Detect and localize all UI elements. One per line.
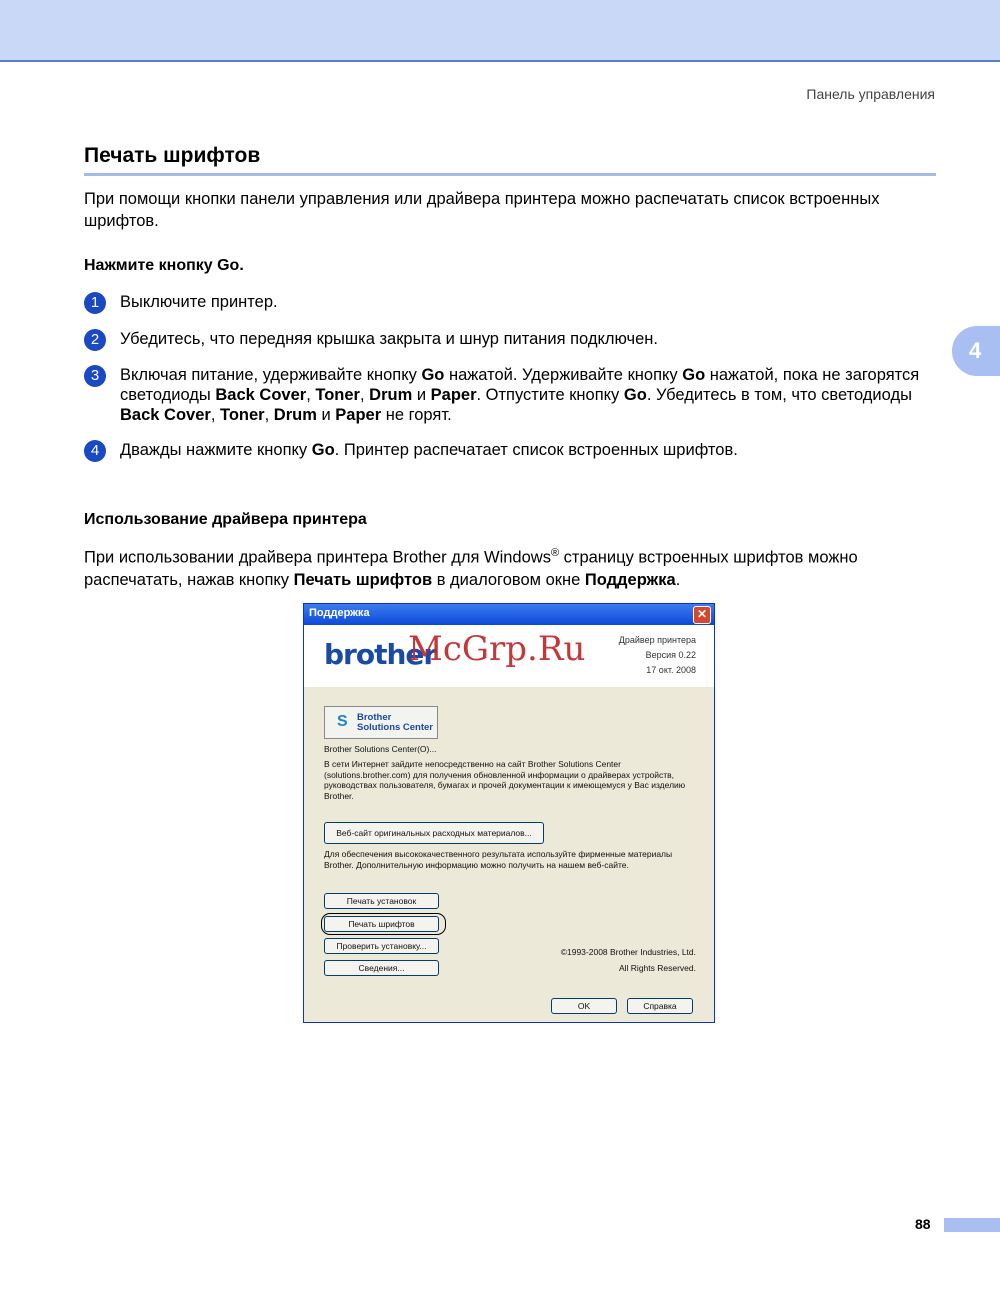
print-settings-button[interactable]: Печать установок [324, 893, 439, 909]
solutions-s-icon: S [337, 713, 348, 730]
step-number-badge: 4 [84, 440, 106, 462]
supplies-description: Для обеспечения высококачественного результата используйте фирменные материалы Brother. Дополнительную информацию можно получить на нашем веб-сайте. [324, 849, 673, 870]
support-dialog [303, 603, 715, 1023]
title-rule [84, 173, 936, 176]
brother-logo: brother [324, 638, 437, 671]
print-fonts-button[interactable]: Печать шрифтов [324, 916, 439, 932]
step-number-badge: 3 [84, 365, 106, 387]
help-button[interactable]: Справка [627, 998, 693, 1014]
step-number-badge: 2 [84, 329, 106, 351]
rights-line: All Rights Reserved. [618, 963, 696, 973]
driver-paragraph: При использовании драйвера принтера Brother для Windows® страницу встроенных шрифтов можно распечатать, нажав кнопку Печать шрифтов в диалоговом окне Поддержка. [84, 547, 858, 589]
about-button[interactable]: Сведения... [324, 960, 439, 976]
watermark: McGrp.Ru [408, 629, 586, 669]
intro-paragraph: При помощи кнопки панели управления или драйвера принтера можно распечатать список встроенных шрифтов. [84, 190, 880, 230]
page-bar [944, 1218, 1000, 1232]
section-go-heading: Нажмите кнопку Go. [84, 257, 244, 274]
page-title: Печать шрифтов [84, 144, 261, 167]
dialog-titlebar [304, 604, 714, 625]
step-number-badge: 1 [84, 292, 106, 314]
step-text: Убедитесь, что передняя крышка закрыта и шнур питания подключен. [120, 330, 659, 348]
solutions-description: В сети Интернет зайдите непосредственно на сайт Brother Solutions Center (solutions.brother.com) для получения обновленной информации о драйверах устройств, руководствах пользователя, бумагах и прочей документации к имеющемуся у Вас изделию Brother. [324, 759, 686, 801]
top-band [0, 0, 1000, 60]
copyright-line: ©1993-2008 Brother Industries, Ltd. [560, 947, 696, 957]
chapter-tab: 4 [952, 326, 1000, 376]
section-driver-heading: Использование драйвера принтера [84, 511, 367, 528]
solutions-logo-text: Brother Solutions Center [357, 712, 434, 733]
solutions-link-label: Brother Solutions Center(O)... [324, 744, 437, 754]
solutions-center-button[interactable] [324, 706, 438, 739]
driver-version: Версия 0.22 [645, 650, 696, 660]
step-text: Выключите принтер. [120, 293, 278, 311]
supplies-website-button[interactable]: Веб-сайт оригинальных расходных материалов... [324, 822, 544, 844]
driver-label: Драйвер принтера [618, 635, 696, 645]
dialog-title: Поддержка [309, 607, 370, 619]
close-icon[interactable]: ✕ [693, 606, 711, 624]
top-rule [0, 60, 1000, 62]
driver-date: 17 окт. 2008 [646, 665, 696, 675]
check-setup-button[interactable]: Проверить установку... [324, 938, 439, 954]
step-text: Дважды нажмите кнопку Go. Принтер распечатает список встроенных шрифтов. [120, 441, 738, 459]
page-number: 88 [915, 1216, 931, 1232]
ok-button[interactable]: OK [551, 998, 617, 1014]
step-text: Включая питание, удерживайте кнопку Go нажатой. Удерживайте кнопку Go нажатой, пока не загорятся светодиоды Back Cover, Toner, Drum и Paper. Отпустите кнопку Go. Убедитесь в том, что светодиоды Back Cover, Toner, Drum и Paper не горят. [120, 366, 920, 424]
running-head: Панель управления [806, 86, 935, 102]
dialog-header [304, 625, 714, 687]
